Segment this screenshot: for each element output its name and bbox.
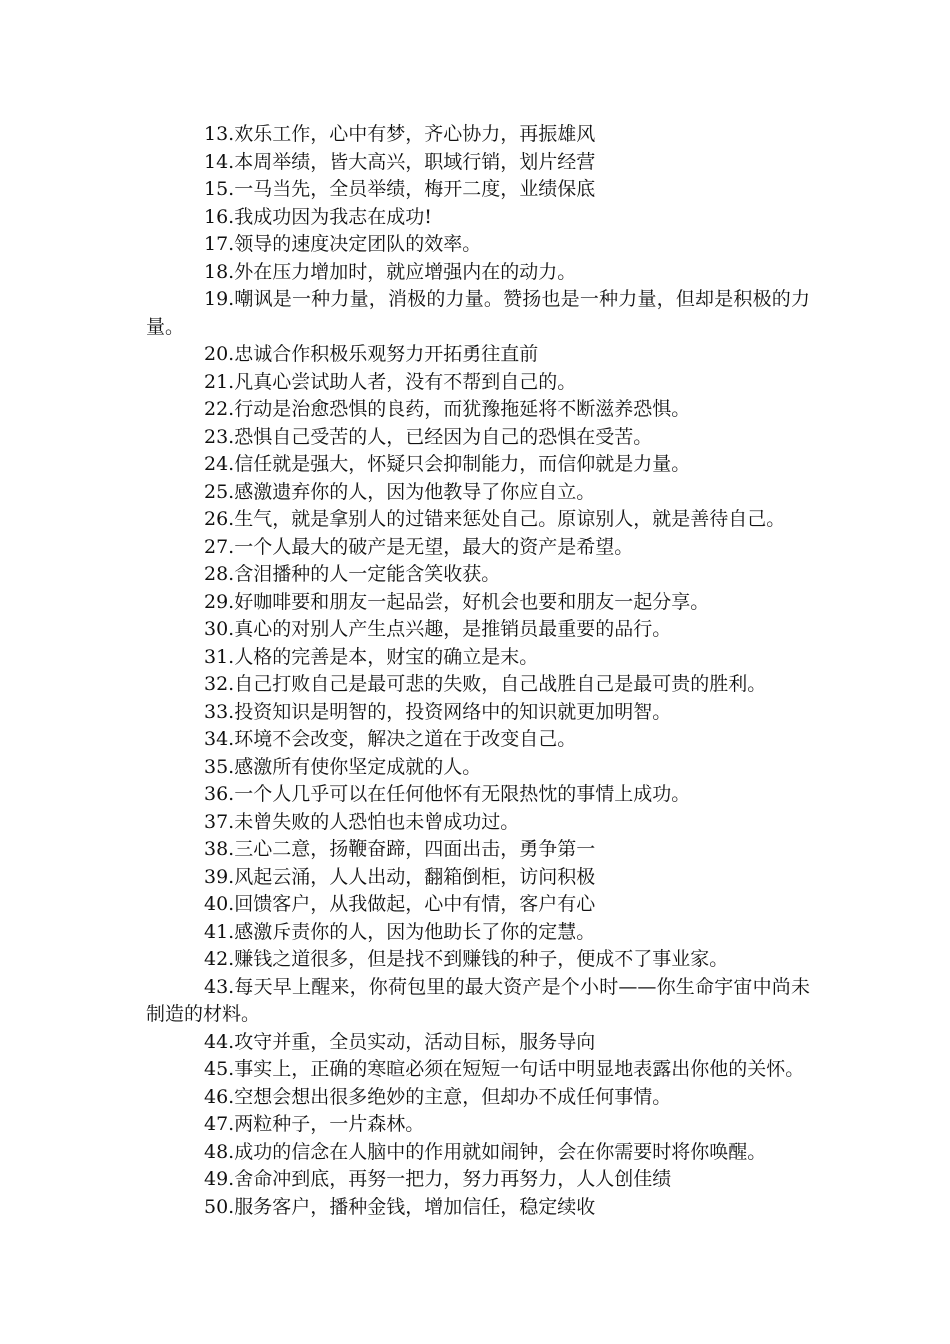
list-item-34: 34.环境不会改变，解决之道在于改变自己。 — [204, 728, 577, 750]
list-item-19: 19.嘲讽是一种力量，消极的力量。赞扬也是一种力量，但却是积极的力量。 — [146, 288, 810, 338]
list-item-45: 45.事实上，正确的寒暄必须在短短一句话中明显地表露出你他的关怀。 — [204, 1058, 805, 1080]
list-item-13: 13.欢乐工作，心中有梦，齐心协力，再振雄风 — [204, 123, 596, 145]
list-item-23: 23.恐惧自己受苦的人，已经因为自己的恐惧在受苦。 — [204, 425, 653, 448]
list-item-47: 47.两粒种子，一片森林。 — [204, 1113, 425, 1135]
list-item-16: 16.我成功因为我志在成功! — [204, 205, 432, 228]
list-item-35: 35.感激所有使你坚定成就的人。 — [204, 755, 482, 778]
list-item-15: 15.一马当先，全员举绩，梅开二度，业绩保底 — [204, 178, 596, 200]
list-item-44: 44.攻守并重，全员实动，活动目标，服务导向 — [204, 1030, 596, 1053]
list-item-30: 30.真心的对别人产生点兴趣，是推销员最重要的品行。 — [204, 618, 672, 640]
list-item-33: 33.投资知识是明智的，投资网络中的知识就更加明智。 — [204, 700, 672, 723]
list-item-43: 43.每天早上醒来，你荷包里的最大资产是个小时——你生命宇宙中尚未制造的材料。 — [146, 975, 810, 1025]
list-item-20: 20.忠诚合作积极乐观努力开拓勇往直前 — [204, 343, 539, 365]
list-item-17: 17.领导的速度决定团队的效率。 — [204, 233, 482, 255]
list-item-37: 37.未曾失败的人恐怕也未曾成功过。 — [204, 810, 520, 833]
slogan-list — [146, 121, 810, 1221]
list-item-50: 50.服务客户，播种金钱，增加信任，稳定续收 — [204, 1195, 596, 1218]
list-item-14: 14.本周举绩，皆大高兴，职域行销，划片经营 — [204, 150, 596, 173]
list-item-36: 36.一个人几乎可以在任何他怀有无限热忱的事情上成功。 — [204, 783, 691, 805]
list-item-22: 22.行动是治愈恐惧的良药，而犹豫拖延将不断滋养恐惧。 — [204, 398, 691, 420]
list-item-24: 24.信任就是强大，怀疑只会抑制能力，而信仰就是力量。 — [204, 453, 691, 475]
list-item-26: 26.生气，就是拿别人的过错来惩处自己。原谅别人，就是善待自己。 — [204, 508, 786, 530]
list-item-32: 32.自己打败自己是最可悲的失败，自己战胜自己是最可贵的胜利。 — [204, 673, 767, 695]
list-item-42: 42.赚钱之道很多，但是找不到赚钱的种子，便成不了事业家。 — [204, 948, 729, 970]
list-item-40: 40.回馈客户，从我做起，心中有情，客户有心 — [204, 893, 596, 915]
list-item-46: 46.空想会想出很多绝妙的主意，但却办不成任何事情。 — [204, 1085, 672, 1108]
list-item-48: 48.成功的信念在人脑中的作用就如闹钟，会在你需要时将你唤醒。 — [204, 1140, 767, 1163]
list-item-25: 25.感激遗弃你的人，因为他教导了你应自立。 — [204, 480, 596, 503]
list-item-39: 39.风起云涌，人人出动，翻箱倒柜，访问积极 — [204, 865, 596, 888]
list-item-27: 27.一个人最大的破产是无望，最大的资产是希望。 — [204, 535, 634, 558]
list-item-41: 41.感激斥责你的人，因为他助长了你的定慧。 — [204, 920, 596, 943]
list-item-31: 31.人格的完善是本，财宝的确立是末。 — [204, 645, 539, 668]
list-item-49: 49.舍命冲到底，再努一把力，努力再努力，人人创佳绩 — [204, 1168, 672, 1190]
list-item-18: 18.外在压力增加时，就应增强内在的动力。 — [204, 260, 577, 283]
list-item-21: 21.凡真心尝试助人者，没有不帮到自己的。 — [204, 370, 577, 393]
list-item-38: 38.三心二意，扬鞭奋蹄，四面出击，勇争第一 — [204, 838, 596, 860]
list-item-28: 28.含泪播种的人一定能含笑收获。 — [204, 563, 501, 585]
list-item-29: 29.好咖啡要和朋友一起品尝，好机会也要和朋友一起分享。 — [204, 590, 710, 613]
